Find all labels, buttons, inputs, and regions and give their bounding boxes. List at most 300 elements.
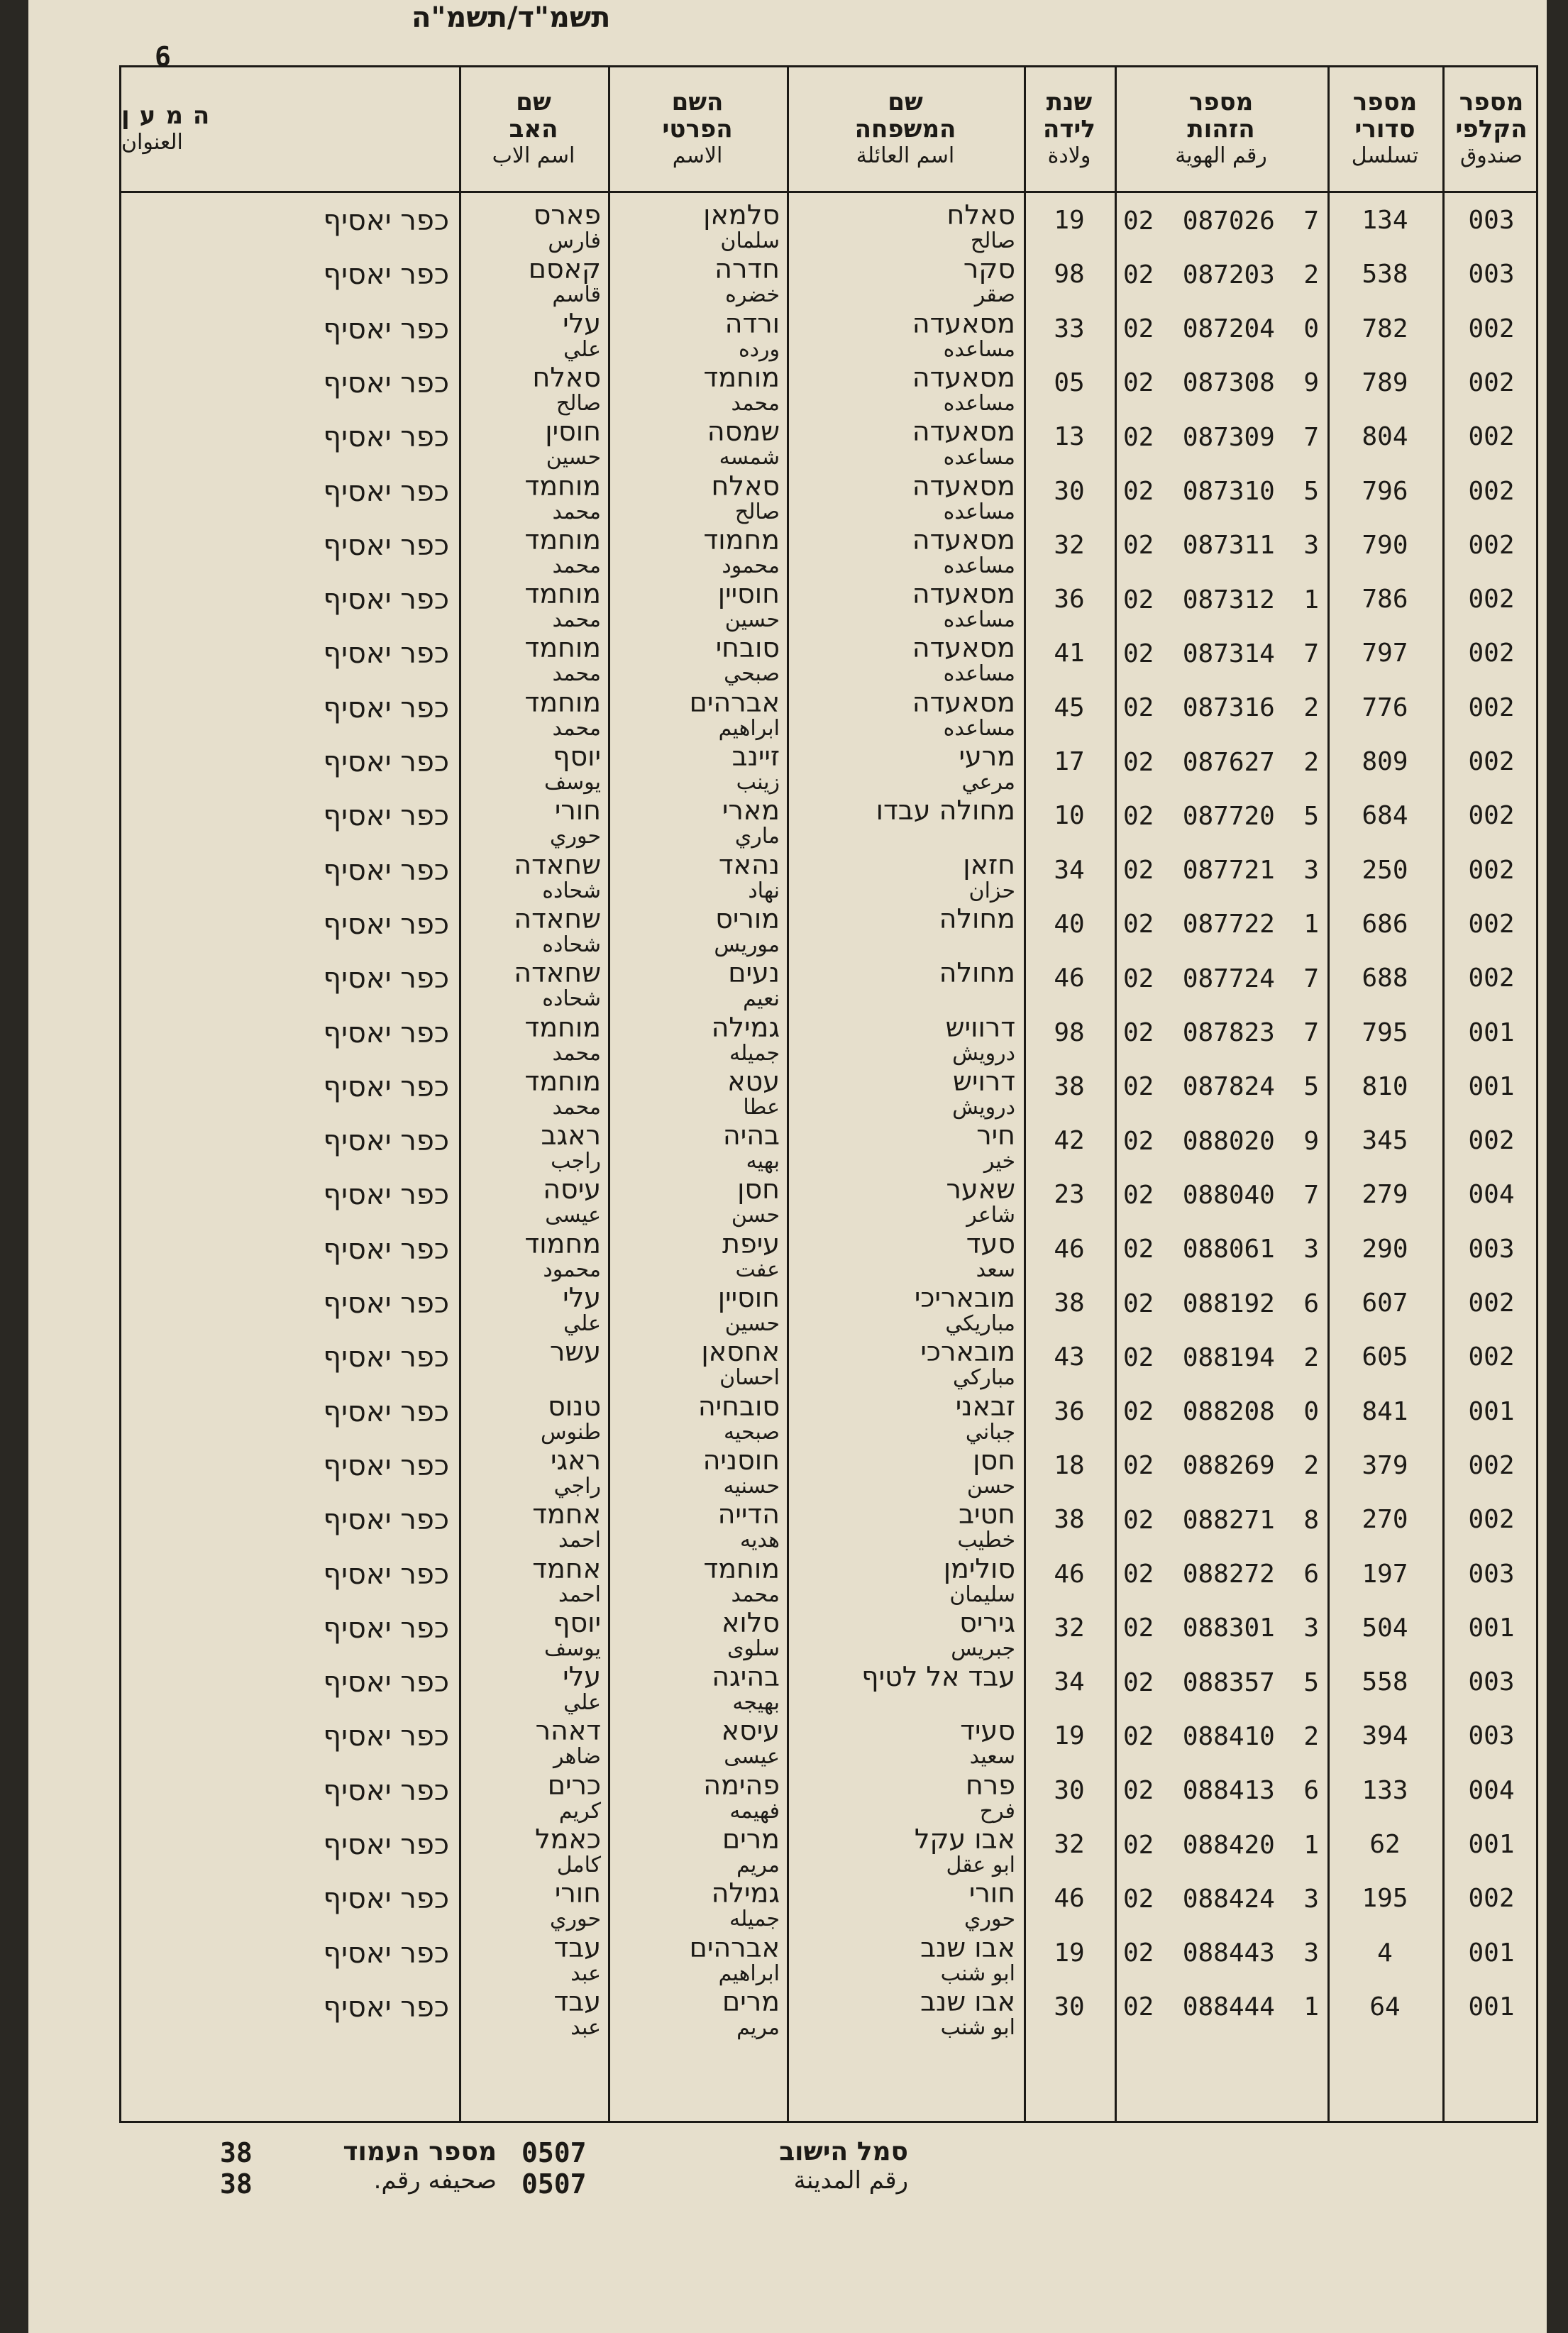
header-text: הפרטי — [662, 115, 733, 143]
cell-id — [1115, 253, 1327, 307]
cell-birth-year: 34 — [1054, 855, 1085, 885]
id-number: 087204 — [1182, 314, 1275, 344]
first-name-hebrew: אברהים — [689, 1931, 780, 1963]
first-name-hebrew: בהיגה — [712, 1661, 780, 1693]
header-text-arabic: اسم الاب — [492, 143, 575, 168]
cell-father-name — [466, 1824, 601, 1877]
cell-box: 002 — [1468, 1884, 1515, 1914]
cell-box: 002 — [1468, 585, 1515, 614]
cell-serial: 279 — [1362, 1180, 1408, 1210]
cell-family-name — [794, 1228, 1015, 1282]
cell-serial: 133 — [1362, 1775, 1408, 1805]
id-prefix: 02 — [1123, 856, 1154, 886]
cell-id — [1115, 1445, 1327, 1499]
cell-first-name — [615, 253, 780, 307]
cell-family-name — [794, 1012, 1015, 1066]
table-row — [121, 1715, 1540, 1769]
family-name-arabic: صقر — [974, 282, 1015, 308]
cell-father-name — [466, 1120, 601, 1174]
father-name-arabic: ضاهر — [553, 1744, 601, 1770]
cell-serial: 290 — [1362, 1234, 1408, 1264]
cell-family-name — [794, 849, 1015, 903]
cell-address: כפר יאסיף — [323, 204, 449, 237]
cell-serial: 684 — [1362, 801, 1408, 831]
id-number: 087309 — [1182, 422, 1275, 452]
table-row — [121, 1174, 1540, 1228]
family-name-hebrew: חיר — [976, 1120, 1015, 1152]
id-number: 087311 — [1182, 531, 1275, 561]
first-name-arabic: حسن — [731, 1203, 780, 1228]
cell-first-name — [615, 1932, 780, 1986]
family-name-hebrew: אבו שנב — [920, 1931, 1015, 1963]
first-name-hebrew: פהימה — [703, 1769, 780, 1801]
cell-address: כפר יאסיף — [323, 800, 449, 833]
family-name-arabic: مساعده — [943, 499, 1015, 524]
cell-box: 002 — [1468, 855, 1515, 885]
cell-family-name — [794, 1932, 1015, 1986]
table-row — [121, 1877, 1540, 1931]
father-name-hebrew: שחאדה — [514, 849, 601, 881]
id-prefix: 02 — [1123, 964, 1154, 993]
cell-address: כפר יאסיף — [323, 1341, 449, 1374]
cell-serial: 250 — [1362, 855, 1408, 885]
cell-birth-year: 36 — [1054, 585, 1085, 614]
cell-address: כפר יאסיף — [323, 1395, 449, 1428]
cell-serial: 538 — [1362, 260, 1408, 289]
cell-id — [1115, 1770, 1327, 1824]
cell-box: 003 — [1468, 260, 1515, 289]
page-value: 38 — [220, 2137, 253, 2168]
cell-id — [1115, 1228, 1327, 1282]
id-check-digit: 1 — [1303, 1830, 1319, 1860]
cell-address: כפר יאסיף — [323, 1232, 449, 1266]
cell-father-name — [466, 1932, 601, 1986]
settlement-label-arabic: رقم المدينة — [793, 2166, 908, 2195]
first-name-arabic: سلوى — [727, 1636, 780, 1661]
father-name-hebrew: עבד — [553, 1931, 601, 1963]
father-name-hebrew: חוסין — [545, 416, 601, 448]
cell-father-name — [466, 1770, 601, 1824]
cell-family-name — [794, 957, 1015, 1011]
family-name-hebrew: מחולה — [939, 903, 1015, 934]
father-name-hebrew: כרים — [547, 1769, 601, 1801]
id-prefix: 02 — [1123, 1180, 1154, 1210]
header-divider — [121, 191, 1536, 193]
cell-family-name — [794, 1174, 1015, 1228]
id-number: 088061 — [1182, 1235, 1275, 1264]
cell-first-name — [615, 524, 780, 578]
cell-serial: 804 — [1362, 422, 1408, 452]
id-number: 087316 — [1182, 693, 1275, 723]
family-name-hebrew: סעיד — [960, 1715, 1015, 1747]
id-prefix: 02 — [1123, 1451, 1154, 1481]
header-text: האב — [509, 115, 558, 143]
cell-box: 002 — [1468, 801, 1515, 831]
first-name-arabic: فهيمه — [729, 1798, 780, 1824]
cell-address: כפר יאסיף — [323, 691, 449, 724]
family-name-hebrew: עבד אל לטיף — [861, 1661, 1015, 1693]
id-number: 087308 — [1182, 368, 1275, 398]
family-name-hebrew: זבאני — [955, 1390, 1015, 1422]
father-name-arabic: حوري — [549, 1907, 601, 1932]
family-name-hebrew: מסאעדה — [912, 632, 1015, 664]
family-name-arabic: حزان — [968, 878, 1015, 903]
cell-address: כפר יאסיף — [323, 1936, 449, 1970]
cell-address: כפר יאסיף — [323, 962, 449, 995]
cell-box: 003 — [1468, 1721, 1515, 1751]
id-check-digit: 1 — [1303, 585, 1319, 614]
column-header-id — [1115, 67, 1327, 191]
cell-family-name — [794, 1607, 1015, 1661]
cell-father-name — [466, 362, 601, 416]
father-name-arabic: محمد — [552, 1040, 601, 1066]
cell-serial: 809 — [1362, 747, 1408, 776]
id-number: 088040 — [1182, 1180, 1275, 1210]
family-name-arabic: جبريس — [951, 1636, 1015, 1661]
id-prefix: 02 — [1123, 1505, 1154, 1535]
id-check-digit: 2 — [1303, 747, 1319, 777]
id-prefix: 02 — [1123, 693, 1154, 723]
table-row — [121, 524, 1540, 578]
cell-family-name — [794, 1824, 1015, 1877]
table-row — [121, 903, 1540, 957]
family-name-hebrew: מסאעדה — [912, 524, 1015, 556]
cell-birth-year: 46 — [1054, 1884, 1085, 1914]
table-row — [121, 1336, 1540, 1390]
cell-family-name — [794, 1986, 1015, 2040]
cell-first-name — [615, 1066, 780, 1120]
family-name-hebrew: מובאריכי — [914, 1282, 1015, 1313]
first-name-arabic: زينب — [736, 770, 780, 795]
first-name-hebrew: סלוא — [721, 1606, 780, 1638]
family-name-hebrew: דרוויש — [945, 1011, 1015, 1043]
cell-father-name — [466, 1445, 601, 1499]
cell-family-name — [794, 1445, 1015, 1499]
id-number: 088444 — [1182, 1992, 1275, 2022]
first-name-arabic: عفت — [735, 1257, 780, 1282]
id-prefix: 02 — [1123, 801, 1154, 831]
cell-serial: 558 — [1362, 1667, 1408, 1697]
father-name-hebrew: אחמד — [532, 1552, 601, 1584]
father-name-arabic: محمود — [543, 1257, 601, 1282]
cell-birth-year: 38 — [1054, 1289, 1085, 1318]
id-check-digit: 7 — [1303, 964, 1319, 993]
first-name-arabic: احسان — [719, 1365, 780, 1391]
cell-box: 002 — [1468, 1342, 1515, 1372]
family-name-hebrew: אבו שנב — [920, 1985, 1015, 2017]
table-row — [121, 957, 1540, 1011]
first-name-hebrew: שמסה — [707, 416, 780, 448]
family-name-arabic: خير — [983, 1149, 1015, 1174]
page-label-arabic: صحيفه رقم. — [373, 2166, 497, 2195]
first-name-arabic: بهيه — [746, 1149, 780, 1174]
id-number: 087026 — [1182, 206, 1275, 236]
cell-father-name — [466, 687, 601, 741]
page-header: תשמ"ד/תשמ"ה — [412, 1, 611, 34]
first-name-arabic: حسنيه — [723, 1473, 780, 1499]
cell-first-name — [615, 1120, 780, 1174]
cell-address: כפר יאסיף — [323, 1774, 449, 1807]
cell-family-name — [794, 1120, 1015, 1174]
id-prefix: 02 — [1123, 1342, 1154, 1372]
cell-serial: 607 — [1362, 1289, 1408, 1318]
first-name-hebrew: זיינב — [731, 741, 780, 772]
cell-family-name — [794, 470, 1015, 524]
cell-first-name — [615, 632, 780, 686]
cell-first-name — [615, 795, 780, 849]
cell-id — [1115, 1932, 1327, 1986]
father-name-arabic: محمد — [552, 661, 601, 687]
cell-serial: 790 — [1362, 530, 1408, 560]
cell-box: 003 — [1468, 1234, 1515, 1264]
table-row — [121, 362, 1540, 416]
father-name-hebrew: יוסף — [553, 1606, 601, 1638]
cell-box: 001 — [1468, 1396, 1515, 1426]
cell-first-name — [615, 687, 780, 741]
father-name-arabic: عبد — [570, 2014, 601, 2040]
table-row — [121, 308, 1540, 362]
father-name-hebrew: דאהר — [535, 1715, 601, 1747]
cell-serial: 796 — [1362, 476, 1408, 506]
cell-address: כפר יאסיף — [323, 908, 449, 941]
cell-father-name — [466, 1391, 601, 1445]
page-value-arabic: 38 — [220, 2168, 253, 2200]
id-check-digit: 5 — [1303, 1072, 1319, 1102]
cell-birth-year: 30 — [1054, 1775, 1085, 1805]
first-name-arabic: خضره — [725, 282, 780, 308]
family-name-arabic: ابو شنب — [940, 2014, 1015, 2040]
first-name-hebrew: גמילה — [711, 1011, 780, 1043]
cell-id — [1115, 1066, 1327, 1120]
father-name-arabic: محمد — [552, 1094, 601, 1120]
family-name-hebrew: מסאעדה — [912, 578, 1015, 610]
cell-id — [1115, 470, 1327, 524]
header-text-arabic: اسم العائلة — [856, 143, 955, 168]
cell-box: 002 — [1468, 909, 1515, 939]
cell-id — [1115, 1553, 1327, 1607]
id-number: 087203 — [1182, 260, 1275, 289]
first-name-arabic: حسين — [724, 1311, 780, 1336]
id-prefix: 02 — [1123, 1776, 1154, 1806]
id-number: 088357 — [1182, 1667, 1275, 1697]
cell-box: 001 — [1468, 1830, 1515, 1859]
table-row — [121, 1445, 1540, 1499]
first-name-hebrew: עיסא — [721, 1715, 780, 1747]
cell-family-name — [794, 1499, 1015, 1552]
cell-serial: 688 — [1362, 964, 1408, 993]
cell-box: 002 — [1468, 964, 1515, 993]
cell-id — [1115, 957, 1327, 1011]
first-name-arabic: صبحيه — [723, 1419, 780, 1445]
first-name-arabic: جميله — [729, 1040, 780, 1066]
cell-family-name — [794, 416, 1015, 470]
cell-father-name — [466, 741, 601, 795]
cell-id — [1115, 578, 1327, 632]
cell-first-name — [615, 199, 780, 253]
table-row — [121, 741, 1540, 795]
id-prefix: 02 — [1123, 1018, 1154, 1047]
header-text: המען — [121, 101, 220, 130]
cell-address: כפר יאסיף — [323, 1990, 449, 2024]
cell-id — [1115, 1877, 1327, 1931]
first-name-hebrew: בהיה — [722, 1120, 780, 1152]
settlement-code-arabic: 0507 — [521, 2168, 587, 2200]
cell-box: 002 — [1468, 422, 1515, 452]
id-check-digit: 9 — [1303, 1126, 1319, 1156]
cell-serial: 810 — [1362, 1071, 1408, 1101]
cell-father-name — [466, 199, 601, 253]
table-row — [121, 1391, 1540, 1445]
first-name-arabic: حسين — [724, 607, 780, 633]
first-name-arabic: ابراهيم — [718, 715, 780, 741]
header-text-arabic: العنوان — [121, 130, 183, 155]
cell-id — [1115, 1715, 1327, 1769]
footer-settlement — [667, 2137, 908, 2208]
cell-id — [1115, 687, 1327, 741]
father-name-hebrew: עלי — [563, 1661, 601, 1693]
first-name-hebrew: מוחמד — [703, 1552, 780, 1584]
father-name-arabic: حسين — [546, 445, 601, 470]
first-name-hebrew: הדייה — [717, 1499, 780, 1530]
first-name-arabic: نهاد — [748, 878, 780, 903]
id-check-digit: 5 — [1303, 477, 1319, 506]
cell-first-name — [615, 1391, 780, 1445]
id-prefix: 02 — [1123, 314, 1154, 344]
first-name-hebrew: סובחי — [715, 632, 780, 664]
father-name-arabic: علي — [563, 1690, 601, 1716]
column-header-address — [121, 67, 459, 191]
cell-father-name — [466, 416, 601, 470]
table-row — [121, 1607, 1540, 1661]
first-name-hebrew: חדרה — [714, 253, 780, 285]
cell-box: 002 — [1468, 639, 1515, 668]
family-name-arabic: مساعده — [943, 445, 1015, 470]
cell-first-name — [615, 1986, 780, 2040]
cell-address: כפר יאסיף — [323, 529, 449, 562]
id-number: 088443 — [1182, 1938, 1275, 1968]
header-text: מספר — [1459, 88, 1524, 116]
cell-birth-year: 23 — [1054, 1180, 1085, 1210]
id-prefix: 02 — [1123, 639, 1154, 668]
father-name-arabic: شحاده — [542, 932, 601, 957]
first-name-hebrew: סאלח — [711, 470, 780, 502]
family-name-arabic: سعد — [976, 1257, 1015, 1282]
cell-first-name — [615, 308, 780, 362]
cell-birth-year: 17 — [1054, 747, 1085, 776]
first-name-hebrew: עיפת — [722, 1228, 780, 1259]
cell-birth-year: 32 — [1054, 1830, 1085, 1859]
cell-address: כפר יאסיף — [323, 1070, 449, 1103]
id-number: 087314 — [1182, 639, 1275, 668]
cell-id — [1115, 1499, 1327, 1552]
family-name-arabic: سعيد — [969, 1744, 1015, 1770]
father-name-arabic: شحاده — [542, 986, 601, 1012]
cell-address: כפר יאסיף — [323, 1125, 449, 1158]
column-header-birth — [1024, 67, 1115, 191]
cell-box: 002 — [1468, 693, 1515, 722]
father-name-arabic: راجي — [553, 1473, 601, 1499]
father-name-hebrew: חורי — [554, 1877, 601, 1909]
id-number: 088269 — [1182, 1451, 1275, 1481]
cell-id — [1115, 741, 1327, 795]
id-check-digit: 2 — [1303, 1342, 1319, 1372]
father-name-hebrew: עשר — [549, 1336, 601, 1368]
table-row — [121, 632, 1540, 686]
cell-birth-year: 40 — [1054, 909, 1085, 939]
first-name-arabic: جميله — [729, 1907, 780, 1932]
father-name-arabic: علي — [563, 336, 601, 362]
cell-id — [1115, 1120, 1327, 1174]
family-name-arabic: مرعي — [961, 770, 1015, 795]
cell-serial: 270 — [1362, 1505, 1408, 1535]
settlement-code: 0507 — [521, 2137, 587, 2168]
cell-birth-year: 05 — [1054, 368, 1085, 397]
first-name-hebrew: ורדה — [724, 307, 780, 339]
father-name-hebrew: קאסם — [528, 253, 601, 285]
first-name-arabic: نعيم — [743, 986, 780, 1012]
family-name-arabic: خطيب — [957, 1528, 1015, 1553]
father-name-arabic: صالح — [556, 390, 601, 416]
first-name-arabic: عيسى — [724, 1744, 780, 1770]
cell-box: 001 — [1468, 1613, 1515, 1643]
family-name-arabic: درويش — [952, 1040, 1015, 1066]
cell-first-name — [615, 578, 780, 632]
cell-birth-year: 36 — [1054, 1396, 1085, 1426]
id-number: 087721 — [1182, 856, 1275, 886]
family-name-arabic: مساعده — [943, 607, 1015, 633]
id-prefix: 02 — [1123, 531, 1154, 561]
header-text: הקלפי — [1455, 115, 1528, 143]
cell-address: כפר יאסיף — [323, 1882, 449, 1916]
cell-birth-year: 41 — [1054, 639, 1085, 668]
family-name-hebrew: חטיב — [959, 1499, 1015, 1530]
cell-box: 002 — [1468, 530, 1515, 560]
id-check-digit: 6 — [1303, 1776, 1319, 1806]
column-header-family — [787, 67, 1024, 191]
cell-address: כפר יאסיף — [323, 1829, 449, 1861]
id-prefix: 02 — [1123, 1126, 1154, 1156]
father-name-hebrew: מחמוד — [524, 1228, 601, 1259]
id-prefix: 02 — [1123, 1289, 1154, 1318]
family-name-arabic: حوري — [964, 1907, 1015, 1932]
cell-first-name — [615, 416, 780, 470]
table-row — [121, 1986, 1540, 2040]
cell-id — [1115, 308, 1327, 362]
father-name-hebrew: מוחמד — [524, 686, 601, 718]
cell-address: כפר יאסיף — [323, 637, 449, 671]
id-prefix: 02 — [1123, 910, 1154, 939]
cell-birth-year: 32 — [1054, 1613, 1085, 1643]
cell-address: כפר יאסיף — [323, 366, 449, 399]
table-row — [121, 578, 1540, 632]
header-text: הזהות — [1187, 115, 1255, 143]
cell-birth-year: 38 — [1054, 1071, 1085, 1101]
father-name-hebrew: מוחמד — [524, 632, 601, 664]
cell-first-name — [615, 1770, 780, 1824]
id-prefix: 02 — [1123, 1235, 1154, 1264]
cell-first-name — [615, 1553, 780, 1607]
cell-box: 001 — [1468, 1071, 1515, 1101]
father-name-hebrew: שחאדה — [514, 903, 601, 934]
cell-birth-year: 30 — [1054, 476, 1085, 506]
cell-father-name — [466, 308, 601, 362]
cell-birth-year: 32 — [1054, 530, 1085, 560]
cell-serial: 195 — [1362, 1884, 1408, 1914]
father-name-arabic: عيسى — [545, 1203, 601, 1228]
family-name-arabic: مساعده — [943, 661, 1015, 687]
header-text: המשפחה — [854, 115, 956, 143]
cell-address: כפר יאסיף — [323, 1287, 449, 1320]
